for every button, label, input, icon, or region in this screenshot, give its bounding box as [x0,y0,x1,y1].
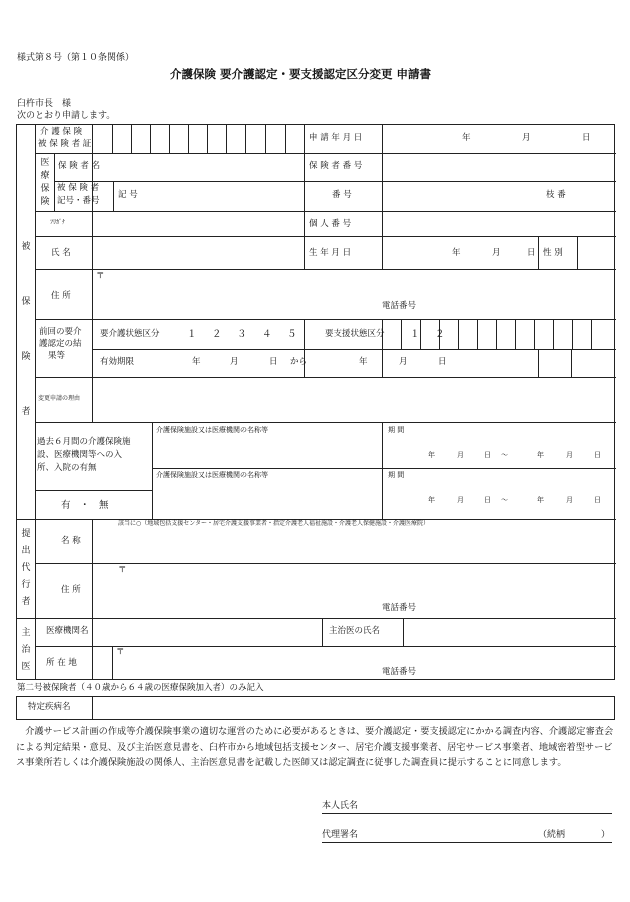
submitter-postal-mark: 〒 [118,565,127,575]
symbol-label: 記 号 [118,190,138,200]
insured-person-label: 被保険者 [21,242,31,417]
gender-label: 性 別 [543,248,563,258]
name-label: 氏 名 [51,248,71,258]
phone-label: 電話番号 [382,301,417,311]
date-day: 日 [582,133,591,143]
intro-text: 次のとおり申請します。 [17,111,116,121]
period2-to-day: 日 [594,496,601,504]
location-label: 所 在 地 [46,658,77,668]
support-level-label: 要支援状態区分 [325,329,385,339]
number-label: 番 号 [332,190,352,200]
from-label: から [290,357,308,367]
period1-tilde: ～ [501,451,508,459]
branch-number-label: 枝 番 [546,190,566,200]
form-number: 様式第８号（第１０条関係） [17,53,135,63]
application-form [16,124,615,680]
period2-from-month: 月 [457,496,464,504]
relationship-label: （続柄 ） [538,830,611,840]
doctor-phone-label: 電話番号 [382,667,417,677]
agent-name-label: 代理署名 [322,830,359,840]
submitter-phone-label: 電話番号 [382,603,417,613]
period1-from-day: 日 [484,451,491,459]
period1-to-year: 年 [537,451,544,459]
previous-cert-label-1: 前回の要介 [39,327,82,337]
period2-tilde: ～ [501,496,508,504]
medical-insurance-label: 医療保険 [40,158,50,207]
valid-from-month: 月 [230,357,239,367]
medical-institution-label: 医療機関名 [46,626,89,636]
birth-month: 月 [492,248,501,258]
valid-from-day: 日 [269,357,278,367]
submitter-address-label: 住 所 [61,585,81,595]
insured-symbol-label-1: 被 保 険 者 [57,183,100,193]
application-date-label: 申 請 年 月 日 [309,133,363,143]
principal-name-label: 本人氏名 [322,801,359,811]
yes-no-choice: 有 ・ 無 [61,500,109,511]
date-year: 年 [462,133,471,143]
submitter-label: 提出代行者 [21,529,31,607]
period2-to-year: 年 [537,496,544,504]
period-label-1: 期 間 [388,426,405,434]
valid-from-year: 年 [192,357,201,367]
facility-stay-label-1: 過去６月間の介護保険施 [37,437,131,447]
valid-period-label: 有効期限 [100,357,135,367]
period1-to-month: 月 [566,451,573,459]
specified-disease-label: 特定疾病名 [28,702,71,712]
period1-from-month: 月 [457,451,464,459]
address-label: 住 所 [51,291,71,301]
facility-stay-label-2: 設、医療機関等への入 [37,450,123,460]
support-level-options: １ ２ [410,329,448,340]
facility-name-label-2: 介護保険施設又は医療機関の名称等 [156,471,268,479]
insurer-name-label: 保 険 者 名 [58,161,101,171]
insured-symbol-label-2: 記号・番号 [57,196,100,206]
page-title: 介護保険 要介護認定・要支援認定区分変更 申請書 [170,67,432,81]
birth-date-label: 生 年 月 日 [309,248,352,258]
period1-from-year: 年 [428,451,435,459]
change-reason-label: 変更申請の理由 [38,395,81,402]
valid-to-year: 年 [359,357,368,367]
submitter-name-label: 名 称 [61,536,81,546]
insured-card-label-2: 被 保 険 者 証 [38,139,92,149]
doctor-label: 主治医 [21,628,31,672]
doctor-name-label: 主治医の氏名 [329,626,381,636]
postal-mark: 〒 [96,271,105,281]
consent-text: 介護サービス計画の作成等介護保険事業の適切な運営のために必要があるときは、要介護認定・要支援認定にかかる調査内容、介護認定審査会による判定結果・意見、及び主治医意見書を、臼杵市から地域包括支援センター、居宅介護支援事業者、居宅サービス事業者、地域密着型サービス事業所若しくは介護保険施設の関係人、主治医意見書を記載した医師又は認定調査に従事した調査員に提示することに同意します。 [16,726,614,768]
care-level-options: １ ２ ３ ４ ５ [187,329,300,340]
addressee: 臼杵市長 様 [17,99,72,109]
valid-to-day: 日 [438,357,447,367]
previous-cert-label-2: 護認定の結 [39,339,82,349]
period2-from-year: 年 [428,496,435,504]
submitter-note: 該当に○（地域包括支援センター・居宅介護支援事業者・指定介護老人福祉施設・介護老人保健施設・介護医療院） [118,520,429,527]
previous-cert-label-3: 果等 [48,351,66,361]
date-month: 月 [522,133,531,143]
individual-number-label: 個 人 番 号 [309,219,352,229]
birth-day: 日 [527,248,536,258]
insurer-number-label: 保 険 者 番 号 [309,161,363,171]
period2-to-month: 月 [566,496,573,504]
period2-from-day: 日 [484,496,491,504]
doctor-postal-mark: 〒 [116,647,125,657]
facility-name-label-1: 介護保険施設又は医療機関の名称等 [156,426,268,434]
valid-to-month: 月 [399,357,408,367]
care-level-label: 要介護状態区分 [100,329,160,339]
birth-year: 年 [452,248,461,258]
specified-disease-box [16,696,615,720]
second-insured-note: 第二号被保険者（４０歳から６４歳の医療保険加入者）のみ記入 [17,683,264,693]
facility-stay-label-3: 所、入院の有無 [37,463,97,473]
period-label-2: 期 間 [388,471,405,479]
furigana-label: ﾌﾘｶﾞﾅ [50,219,66,226]
period1-to-day: 日 [594,451,601,459]
insured-card-label-1: 介 護 保 険 [40,127,83,137]
